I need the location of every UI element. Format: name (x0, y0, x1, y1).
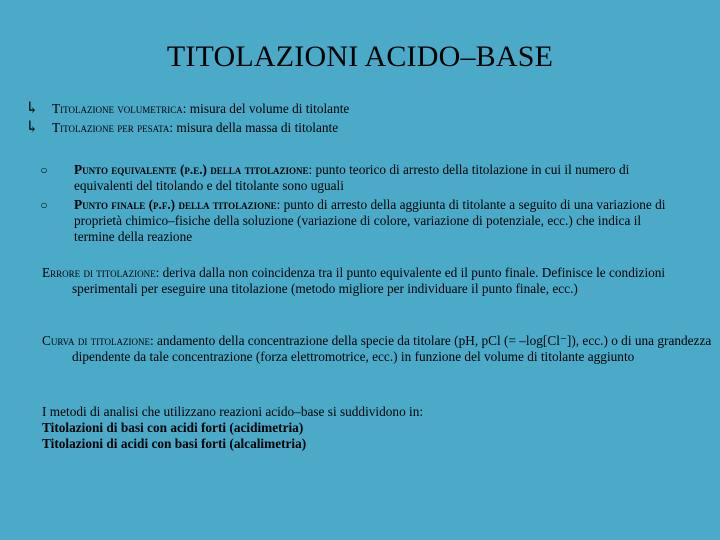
definition: : punto teorico di arresto della titolazione in cui il numero di equivalenti del titolando e del titolante sono uguali (74, 162, 630, 193)
method-line: Titolazioni di acidi con basi forti (alcalimetria) (42, 436, 307, 451)
circle-bullet-icon: ○ (40, 163, 48, 177)
term: Titolazione per pesata (52, 120, 170, 135)
definition: : andamento della concentrazione della specie da titolare (pH, pCl (= –log[Cl⁻]), ecc.) o di una grandezza dipendente da tale concentrazione (forza elettromotrice, ecc.) in funzione del volume di titolante aggiunto (72, 333, 712, 364)
list-item (42, 197, 682, 245)
slide-title: TITOLAZIONI ACIDO–BASE (166, 40, 554, 73)
section-points (42, 162, 682, 245)
list-item (42, 162, 682, 194)
definition: : deriva dalla non coincidenza tra il punto equivalente ed il punto finale. Definisce le condizioni sperimentali per eseguire una titolazione (metodo migliore per individuare il punto finale, ecc.) (72, 265, 666, 296)
definition: : punto di arresto della aggiunta di titolante a seguito di una variazione di proprietà chimico–fisiche della soluzione (variazione di colore, variazione di potenziale, ecc.) che indica il termine della reazione (74, 197, 666, 244)
circle-bullet-icon: ○ (40, 198, 48, 212)
paragraph-metodi (42, 404, 682, 452)
term: Curva di titolazione (42, 333, 150, 348)
method-line: Titolazioni di basi con acidi forti (acidimetria) (42, 420, 304, 435)
paragraph-errore (42, 265, 700, 297)
term: Titolazione volumetrica (52, 101, 183, 116)
list-item (25, 119, 682, 136)
arrow-bullet-icon: ↳ (25, 100, 39, 117)
term: Punto finale (p.f.) della titolazione (74, 197, 277, 212)
definition: : misura del volume di titolante (182, 101, 350, 116)
intro-text: I metodi di analisi che utilizzano reazioni acido–base si suddividono in: (42, 404, 424, 419)
arrow-bullet-icon: ↳ (25, 119, 39, 136)
definition: : misura della massa di titolante (169, 120, 339, 135)
section-titration-types (25, 100, 682, 136)
list-item (25, 100, 682, 117)
paragraph-curva (42, 333, 712, 365)
term: Punto equivalente (p.e.) della titolazione (74, 162, 309, 177)
term: Errore di titolazione (42, 265, 156, 280)
